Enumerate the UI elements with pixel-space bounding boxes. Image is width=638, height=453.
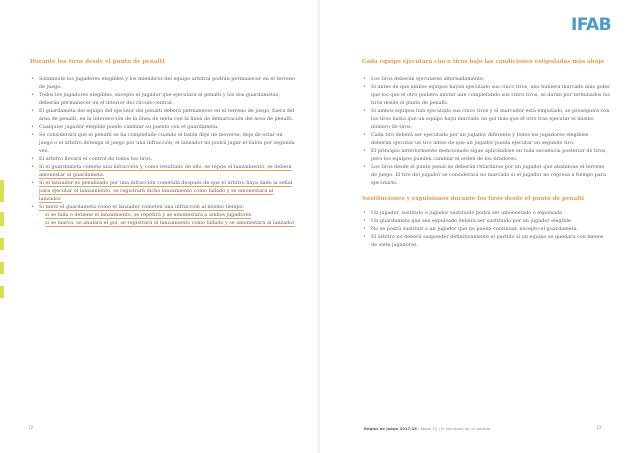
list-item bbox=[362, 75, 610, 83]
list-item-text: Los tiros desde el punto penal no deberán retardarse por un jugador que abandone el terreno de juego. El tiro del jugador se considerará no marcado si el jugador no regresa a tiempo para ejecutarlo. bbox=[371, 164, 606, 186]
rules-list bbox=[30, 75, 296, 227]
list-item bbox=[362, 225, 610, 233]
list-item-text: Todos los jugadores elegibles, excepto el jugador que ejecutará el penalti y los dos guardametas, deberán permanecer en el interior del círculo central. bbox=[39, 92, 280, 106]
list-item bbox=[362, 83, 610, 107]
list-item-text: El principio anteriormente mencionado sigue aplicándose en toda secuencia posterior de tiros, pero los equipos pueden cambiar el orden de los tiradores. bbox=[371, 148, 607, 162]
list-item-text: si se marca, se anulará el gol, se registrará el lanzamiento como fallado y se amonestará al lanzador bbox=[45, 220, 295, 226]
footer-title: Reglas de Juego 2017/18 bbox=[364, 426, 417, 431]
list-item bbox=[30, 211, 296, 219]
list-item-text: El árbitro llevará el control de todos los tiros. bbox=[39, 156, 153, 162]
list-item bbox=[30, 123, 296, 131]
list-item bbox=[30, 179, 296, 203]
list-item-text: El guardameta del equipo del ejecutor del penalti deberá permanecer en el terreno de juego, fuera del área de penalti, en la intersección de la línea de meta con la línea de demarcación del área de penalti. bbox=[39, 108, 295, 122]
list-item bbox=[362, 217, 610, 225]
section-heading: Durante los tiros desde el punto de penalti bbox=[30, 59, 165, 65]
list-item bbox=[30, 131, 296, 155]
list-item-text: Cada tiro deberá ser ejecutado por un jugador diferente y todos los jugadores elegibles deberán ejecutar un tiro antes de que un jugador pueda ejecutar un segundo tiro. bbox=[371, 132, 589, 146]
list-item-text: Si tanto el guardameta como el lanzador cometen una infracción al mismo tiempo: bbox=[39, 204, 245, 210]
edge-marker bbox=[0, 180, 4, 202]
list-item-text: Se considerará que el penalti se ha completado cuando el balón deje de moverse, deje de estar en juego o el árbitro detenga el juego por una infracción; el lanzador no podrá jugar el balón por segunda vez. bbox=[39, 132, 295, 154]
footer bbox=[364, 426, 490, 431]
right-column bbox=[362, 58, 610, 249]
section-heading: Cada equipo ejecutará cinco tiros bajo las condiciones estipuladas más abajo bbox=[362, 59, 604, 65]
list-item-text: Cualquier jugador elegible puede cambiar su puesto con el guardameta. bbox=[39, 124, 219, 130]
footer-rule: Regla 10 bbox=[420, 426, 438, 431]
rules-list bbox=[362, 209, 610, 249]
list-item-text: Si el lanzador es penalizado por una infracción cometida después de que el árbitro haya dado la señal para ejecutar el lanzamiento, se registrará dicho lanzamiento como fallado y se amonestará al lanzador. bbox=[39, 180, 293, 202]
list-item bbox=[362, 131, 610, 147]
list-item bbox=[30, 219, 296, 227]
edge-marker bbox=[0, 286, 4, 298]
list-item bbox=[30, 75, 296, 91]
list-item bbox=[30, 155, 296, 163]
list-item bbox=[30, 91, 296, 107]
list-item bbox=[362, 147, 610, 163]
list-item-text: Un jugador, sustituto o jugador sustituido podrá ser amonestado o expulsado. bbox=[371, 210, 564, 216]
edge-marker bbox=[0, 262, 4, 274]
page-number: 12 bbox=[28, 425, 34, 430]
edge-marker bbox=[0, 238, 4, 250]
edge-marker bbox=[0, 212, 4, 226]
footer-separator: | bbox=[438, 426, 440, 431]
rules-list bbox=[362, 75, 610, 187]
list-item-text: Solamente los jugadores elegibles y los miembros del equipo arbitral podrán permanecer en el terreno de juego. bbox=[39, 76, 295, 90]
list-item bbox=[362, 163, 610, 187]
list-item bbox=[362, 107, 610, 131]
list-item bbox=[362, 233, 610, 249]
page-number: 13 bbox=[596, 425, 602, 430]
list-item-text: Si antes de que ambos equipos hayan ejecutado sus cinco tiros, uno hubiera marcado más goles que los que el otro pudiera anotar aun completando sus cinco tiros, se darán por terminados los tiros desde el punto de penalti. bbox=[371, 84, 610, 106]
left-column bbox=[30, 58, 296, 227]
ifab-logo: IFAB bbox=[571, 15, 612, 35]
list-item bbox=[362, 209, 610, 217]
list-item bbox=[30, 203, 296, 211]
list-item-text: Un guardameta que sea expulsado deberá ser sustituido por un jugador elegible. bbox=[371, 218, 573, 224]
list-item-text: si se falla o detiene el lanzamiento, se repetirá y se amonestará a ambos jugadores bbox=[45, 212, 252, 218]
list-item-text: Los tiros deberán ejecutarse alternadamente. bbox=[371, 76, 485, 82]
list-item bbox=[30, 107, 296, 123]
footer-rule-title: El resultado de un partido bbox=[440, 426, 491, 431]
footer-separator: | bbox=[418, 426, 420, 431]
list-item-text: El árbitro no deberá suspender definitivamente el partido si un equipo se quedara con menos de siete jugadores. bbox=[371, 234, 604, 248]
list-item-text: No se podrá sustituir a un jugador que no pueda continuar, excepto el guardameta. bbox=[371, 226, 579, 232]
list-item-text: Si ambos equipos han ejecutado sus cinco tiros y el marcador está empatado, se proseguirá con los tiros hasta que un equipo haya marcado un gol más que el otro tras ejecutar el mismo número de tiros. bbox=[371, 108, 610, 130]
list-item-text: Si el guardameta comete una infracción y, como resultado de ello, se repite el lanzamiento, se deberá amonestar al guardameta. bbox=[39, 164, 292, 178]
list-item bbox=[30, 163, 296, 179]
section-heading: Sustituciones y expulsiones durante los tiros desde el punto de penalti bbox=[362, 196, 585, 202]
